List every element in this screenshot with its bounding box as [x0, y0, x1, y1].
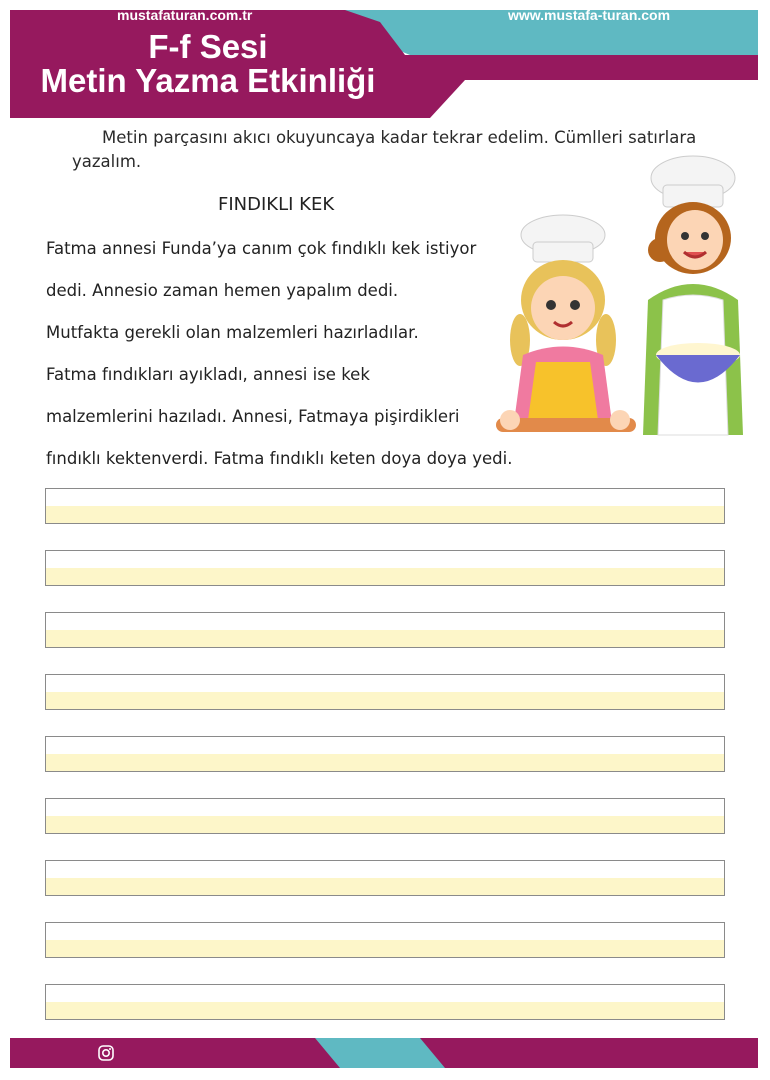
writing-line[interactable]	[45, 922, 725, 958]
writing-lines	[45, 488, 725, 1046]
story-line: Mutfakta gerekli olan malzemleri hazırladılar.	[46, 323, 419, 342]
daughter-figure-icon	[496, 215, 636, 432]
instagram-icon	[98, 1045, 114, 1061]
writing-line[interactable]	[45, 984, 725, 1020]
story-title: FINDIKLI KEK	[218, 194, 335, 215]
story-line: dedi. Annesio zaman hemen yapalım dedi.	[46, 281, 399, 300]
page-title	[18, 30, 398, 98]
title-line-2: Metin Yazma Etkinliği	[40, 62, 376, 99]
writing-line[interactable]	[45, 798, 725, 834]
writing-line[interactable]	[45, 550, 725, 586]
writing-line[interactable]	[45, 488, 725, 524]
writing-line[interactable]	[45, 612, 725, 648]
footer-shapes	[0, 1038, 770, 1068]
chefs-mother-daughter-icon	[488, 150, 748, 445]
writing-line[interactable]	[45, 736, 725, 772]
story-line: fındıklı kektenverdi. Fatma fındıklı keten doya doya yedi.	[46, 449, 513, 468]
writing-line[interactable]	[45, 860, 725, 896]
story-line: malzemlerini hazıladı. Annesi, Fatmaya pişirdikleri	[46, 407, 460, 426]
title-line-1: F-f Sesi	[148, 28, 268, 65]
story-line: Fatma annesi Funda’ya canım çok fındıklı kek istiyor	[46, 239, 477, 258]
footer-website-link[interactable]: www.mustafa-turan.com	[508, 7, 671, 23]
footer-banner	[0, 1038, 770, 1068]
instruction-text: Metin parçasını akıcı okuyuncaya kadar tekrar edelim. Cümlleri satırlara yazalım.	[72, 128, 697, 171]
writing-line[interactable]	[45, 674, 725, 710]
footer-instagram-handle[interactable]: mustafaturan.com.tr	[117, 7, 253, 23]
story-line: Fatma fındıkları ayıkladı, annesi ise kek	[46, 365, 370, 384]
mother-figure-icon	[643, 156, 743, 435]
